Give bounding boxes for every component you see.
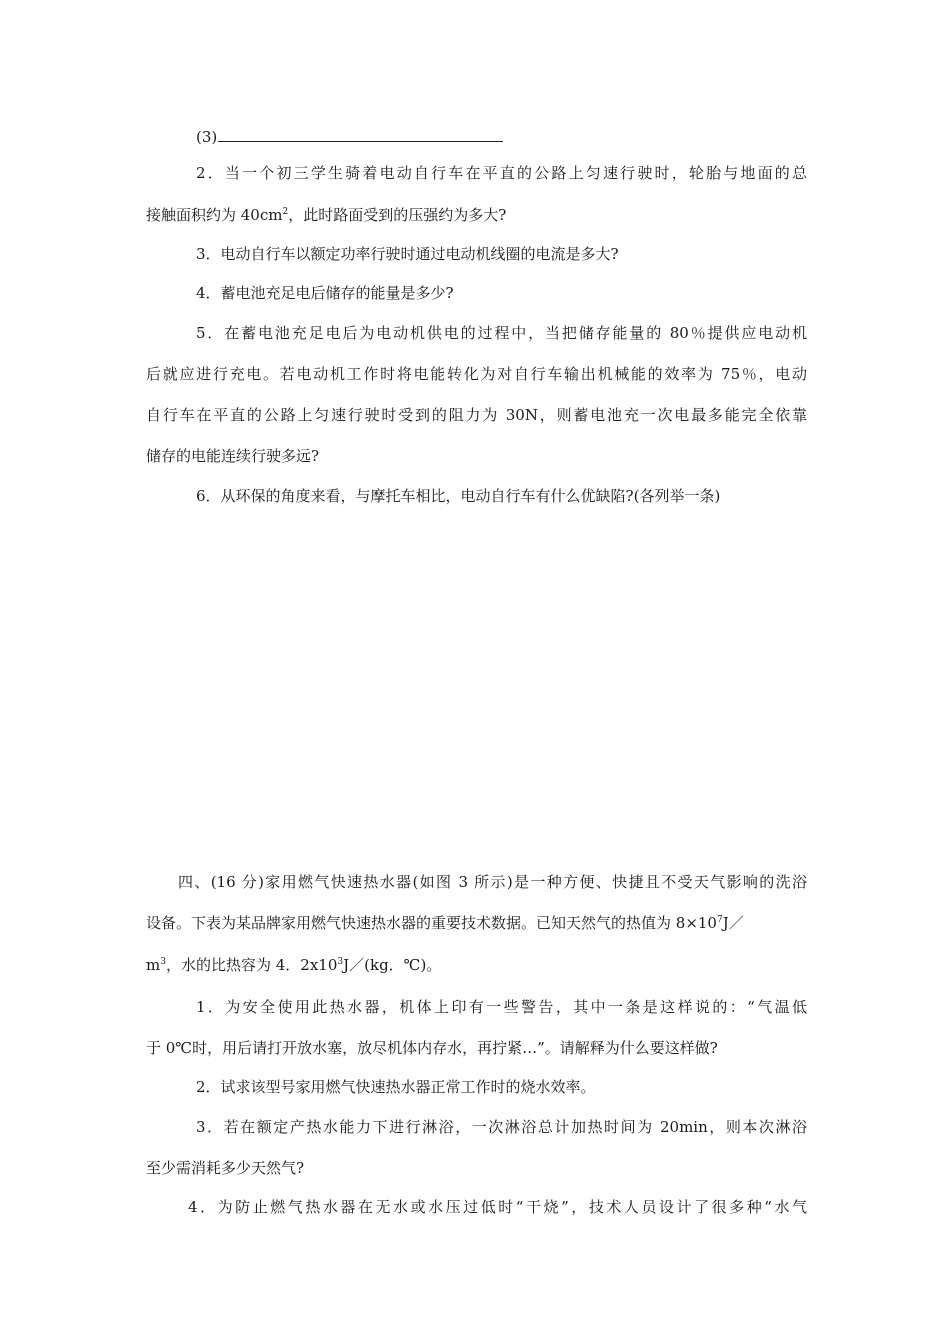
item-label: (3) xyxy=(196,128,218,146)
question-6-line-1: 6．从环保的角度来看，与摩托车相比，电动自行车有什么优缺陷?(各列举一条) xyxy=(196,487,721,505)
section-4-item-3-line-1: 3．若在额定产热水能力下进行淋浴，一次淋浴总计加热时间为 20min，则本次淋浴 xyxy=(196,1118,807,1136)
question-5-line-3: 自行车在平直的公路上匀速行驶时受到的阻力为 30N，则蓄电池充一次电最多能完全依靠 xyxy=(146,406,807,424)
answer-line xyxy=(218,126,503,142)
section-4-item-1-line-2: 于 0℃时，用后请打开放水塞，放尽机体内存水，再拧紧…”。请解释为什么要这样做? xyxy=(146,1039,718,1057)
section-4-item-1-line-1: 1．为安全使用此热水器，机体上印有一些警告，其中一条是这样说的：“气温低 xyxy=(196,998,807,1016)
section-4-item-4-line-1: 4．为防止燃气热水器在无水或水压过低时“干烧”，技术人员设计了很多种“水气 xyxy=(188,1198,807,1216)
question-5-line-1: 5．在蓄电池充足电后为电动机供电的过程中，当把储存能量的 80％提供应电动机 xyxy=(196,324,807,342)
answer-blank-3 xyxy=(196,126,503,147)
section-4-item-2-line-1: 2．试求该型号家用燃气快速热水器正常工作时的烧水效率。 xyxy=(196,1078,596,1096)
question-5-line-4: 储存的电能连续行驶多远? xyxy=(146,447,320,465)
question-2-line-1: 2．当一个初三学生骑着电动自行车在平直的公路上匀速行驶时，轮胎与地面的总 xyxy=(196,164,807,182)
question-5-line-2: 后就应进行充电。若电动机工作时将电能转化为对自行车输出机械能的效率为 75％，电动 xyxy=(146,365,807,383)
section-4-item-3-line-2: 至少需消耗多少天然气? xyxy=(146,1159,305,1177)
section-4-intro-line-3: $m^3$，水的比热容为 4．$2x10^3J/(kg$．℃)。 xyxy=(146,956,442,974)
question-3-line-1: 3．电动自行车以额定功率行驶时通过电动机线圈的电流是多大? xyxy=(196,245,619,263)
section-4-intro-line-2: 设备。下表为某品牌家用燃气快速热水器的重要技术数据。已知天然气的热值为 $8\times 10^7J/$ xyxy=(146,914,744,932)
question-2-line-2: 接触面积约为 $40cm^2$，此时路面受到的压强约为多大? xyxy=(146,206,507,224)
section-4-intro-line-1: 四、(16 分)家用燃气快速热水器(如图 3 所示)是一种方便、快捷且不受天气影响的洗浴 xyxy=(178,873,807,891)
question-4-line-1: 4．蓄电池充足电后储存的能量是多少? xyxy=(196,284,454,302)
